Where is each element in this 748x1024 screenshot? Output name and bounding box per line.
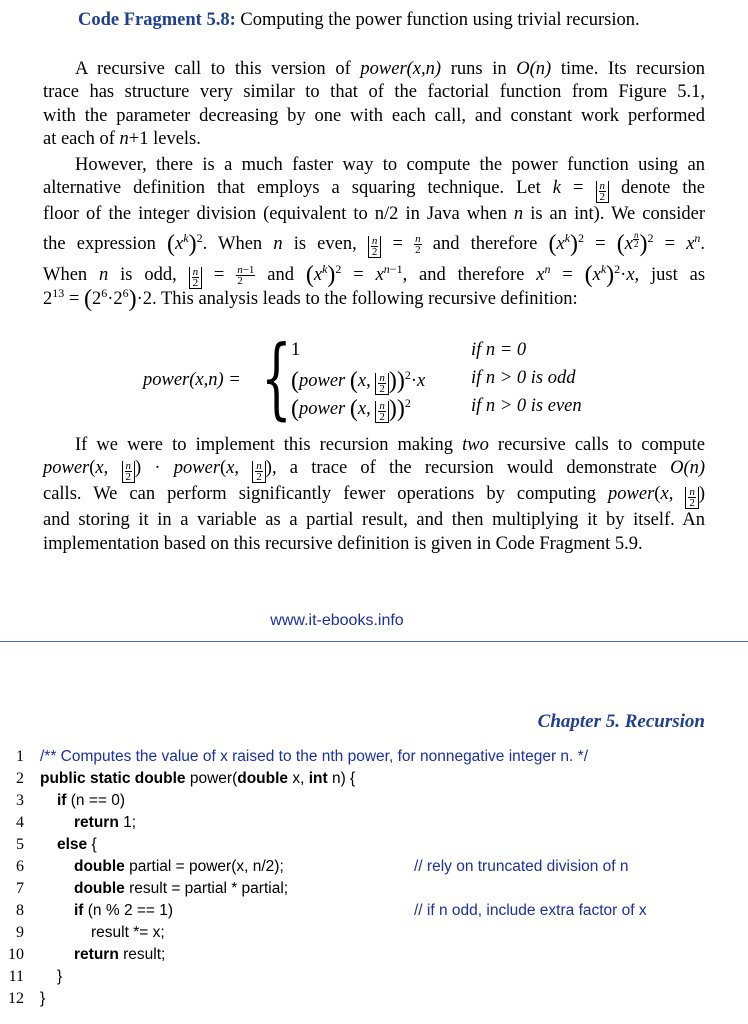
recursive-definition [143, 326, 623, 429]
definition-case-1: 1 [291, 340, 301, 360]
definition-case-3: (power (x, $\frac{n}{2}$ ))$^2$ [291, 396, 411, 424]
para2-line-4: the expression $(x^k)^2$. When n is even, $\frac{n}{2}$ = $\frac{n}{2}$ and therefore $(x^k)^2 = (x$ $^{\frac{n}{2}}$ )$^2 = x^n$. [43, 229, 706, 259]
definition-cond-3: if n > 0 is even [471, 396, 582, 416]
caption-label: Code Fragment 5.8: [78, 10, 236, 30]
definition-brace: { [261, 326, 292, 429]
para3-line-3: calls. We can perform significantly fewer operations by computing power(x, $\frac{n}{2}$ ) [43, 484, 705, 509]
para2-line-5: When n is odd, $\frac{n}{2}$ = $\frac{n-1}{2}$ and $(x^k)^2 = x^{n-1}$, and therefore $x^n = (x^k)^2\cdot x$, just as [43, 262, 706, 290]
para3-line-2: power(x, $\frac{n}{2}$ ) · power(x, $\frac{n}{2}$ ), a trace of the recursion would demonstrate O(n) [43, 458, 706, 483]
definition-cond-1: if n = 0 [471, 340, 527, 360]
para2-line-3: floor of the integer division (equivalent to n/2 in Java when n is an int). We consider [43, 203, 705, 224]
page-divider [0, 641, 748, 642]
code-fragment-caption [78, 10, 640, 31]
para1-line-1: A recursive call to this version of power(x,n) runs in O(n) time. Its recursion [75, 59, 706, 79]
definition-cond-2: if n > 0 is odd [471, 368, 576, 388]
definition-case-2: (power (x, $\frac{n}{2}$ ))$^2$·x [291, 368, 426, 396]
ebooks-link[interactable]: www.it-ebooks.info [270, 612, 404, 629]
para3-line-1: If we were to implement this recursion making two recursive calls to compute [75, 435, 705, 455]
caption-text: Computing the power function using trivial recursion. [235, 10, 640, 30]
paragraph-1 [43, 58, 705, 152]
para1-line-3: with the parameter decreasing by one with each call, and constant work performed [43, 105, 705, 126]
para1-line-2: trace has structure very similar to that of the factorial function from Figure 5.1, [43, 82, 705, 103]
chapter-header: Chapter 5. Recursion [537, 711, 705, 732]
paragraph-3 [43, 434, 705, 556]
definition-lhs: power(x,n) = [143, 370, 241, 390]
para2-line-2: alternative definition that employs a squaring technique. Let k = $\frac{n}{2}$ denote the [43, 178, 705, 203]
para3-line-4: and storing it in a variable as a partial result, and then multiplying it by itself. An [43, 510, 705, 531]
para2-line-6: $2^{13} = (2^6\cdot 2^6)\cdot 2$. This analysis leads to the following recursive definition: [43, 286, 578, 313]
para2-line-1: However, there is a much faster way to compute the power function using an [75, 155, 705, 175]
para1-line-4: at each of n+1 levels. [43, 129, 201, 150]
para3-line-5: implementation based on this recursive definition is given in Code Fragment 5.9. [43, 533, 643, 554]
paragraph-2 [43, 154, 705, 311]
